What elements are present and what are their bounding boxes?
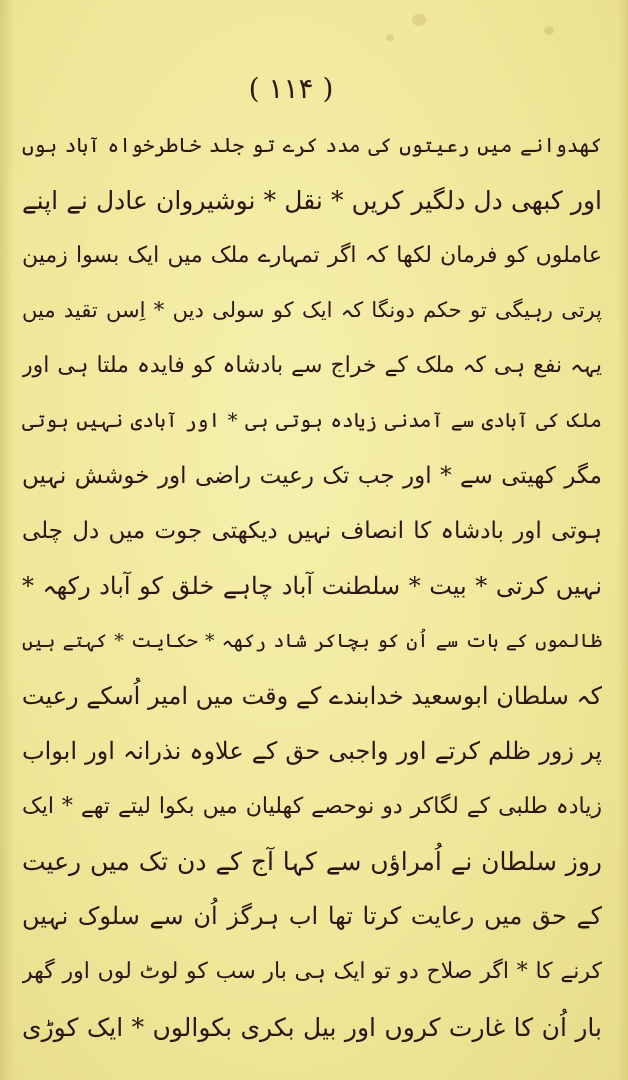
text-line: کھدوانے میں رعیتوں کی مدد کرے تو جلد خاطرخواہ آباد ہوں [22, 133, 602, 157]
text-line: روز سلطان نے اُمراؤں سے کہا آج کے دن تک میں رعیت [22, 847, 602, 877]
text-line: مگر کھیتی سے * اور جب تک رعیت راضی اور خوشش نہیں [22, 462, 602, 489]
text-line: نہیں کرتی * بیت * سلطنت آباد چاہے خلق کو آباد رکھہ * [22, 571, 602, 600]
page-number: ( ۱۱۴ ) [248, 72, 334, 105]
text-line: کرنے کا * اگر صلاح دو تو ایک ہی بار سب کو لوٹ لوں اور گھر [22, 959, 602, 985]
paper-stain [412, 14, 426, 26]
text-line: ہوتی اور بادشاہ کا انصاف نہیں دیکھتی جوت میں دل چلی [22, 517, 602, 544]
paper-stain [386, 34, 394, 41]
text-line: پرتی رہیگی تو حکم دونگا کہ ایک کو سولی دیں * اِسں تقید میں [22, 298, 602, 323]
text-line: اور کبھی دل دلگیر کریں * نقل * نوشیروان عادل نے اپنے [22, 186, 602, 216]
page-edge-left [0, 0, 14, 1080]
text-line: بار اُن کا غارت کروں اور بیل بکری بکوالوں * ایک کوڑی [22, 1012, 602, 1042]
text-line: ظالموں کے ہات سے اُن کو بچاکر شاد رکھہ * حکایت * کہتے ہیں [22, 629, 602, 652]
text-line: زیادہ طلبی کے لگاکر دو نوحصے کھلیان میں بکوا لیتے تھے * ایک [22, 794, 602, 820]
text-line: کہ سلطان ابوسعید خدابندے کے وقت میں امیر اُسکے رعیت [22, 681, 602, 710]
text-line: عاملوں کو فرمان لکھا کہ اگر تمہارے ملک میں ایک بسوا زمین [22, 243, 602, 269]
paper-stain [544, 26, 554, 35]
text-line: پر زور ظلم کرتے اور واجبی حق کے علاوہ نذرانہ اور ابواب [22, 737, 602, 766]
page-edge-right [618, 0, 628, 1080]
text-line: ملک کی آبادی سے آمدنی زیادہ ہوتی ہی * اور آبادی نہیں ہوتی [22, 408, 602, 433]
text-line: یہہ نفع ہی کہ ملک کے خراج سے بادشاہ کو فایدہ ملتا ہی اور [22, 353, 602, 379]
text-body [22, 118, 602, 1055]
text-line: کے حق میں رعایت کرتا تھا اب ہرگز اُن سے سلوک نہیں [22, 902, 602, 931]
